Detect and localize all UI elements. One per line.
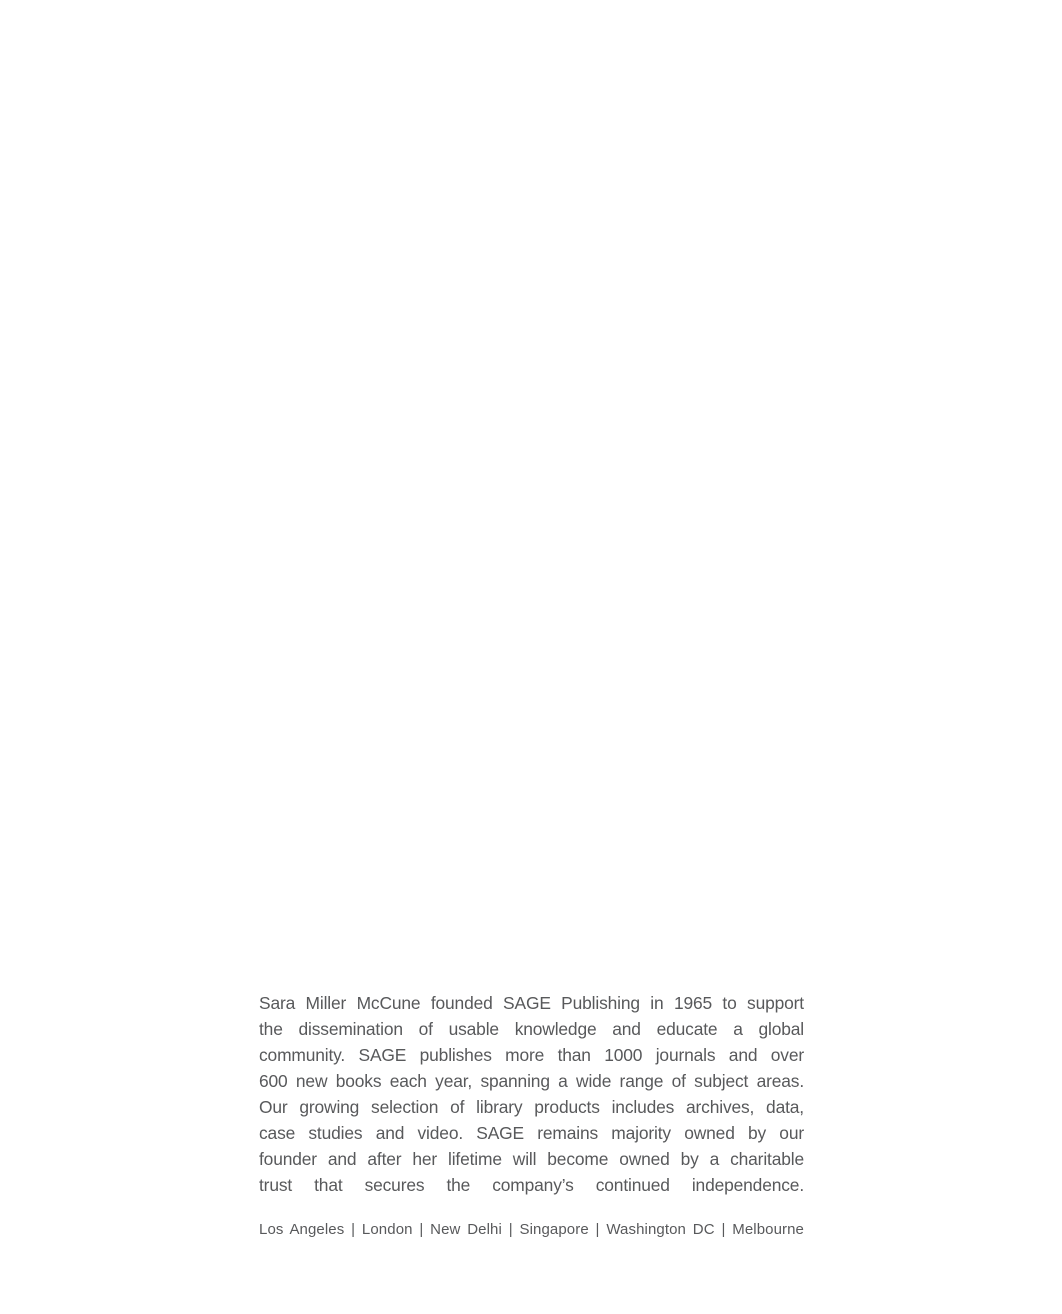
description-line: Our growing selection of library products includes archives, data, (259, 1097, 804, 1117)
description-line: case studies and video. SAGE remains majority owned by our (259, 1123, 804, 1143)
description-line: the dissemination of usable knowledge and educate a global (259, 1019, 804, 1039)
description-line: 600 new books each year, spanning a wide range of subject areas. (259, 1071, 804, 1091)
description-line: community. SAGE publishes more than 1000 journals and over (259, 1045, 804, 1065)
description-line: Sara Miller McCune founded SAGE Publishing in 1965 to support (259, 993, 804, 1013)
description-line: trust that secures the company’s continued independence. (259, 1175, 804, 1195)
description-line: founder and after her lifetime will become owned by a charitable (259, 1149, 804, 1169)
office-locations: Los Angeles | London | New Delhi | Singapore | Washington DC | Melbourne (259, 1221, 804, 1238)
publisher-description (259, 990, 804, 1198)
